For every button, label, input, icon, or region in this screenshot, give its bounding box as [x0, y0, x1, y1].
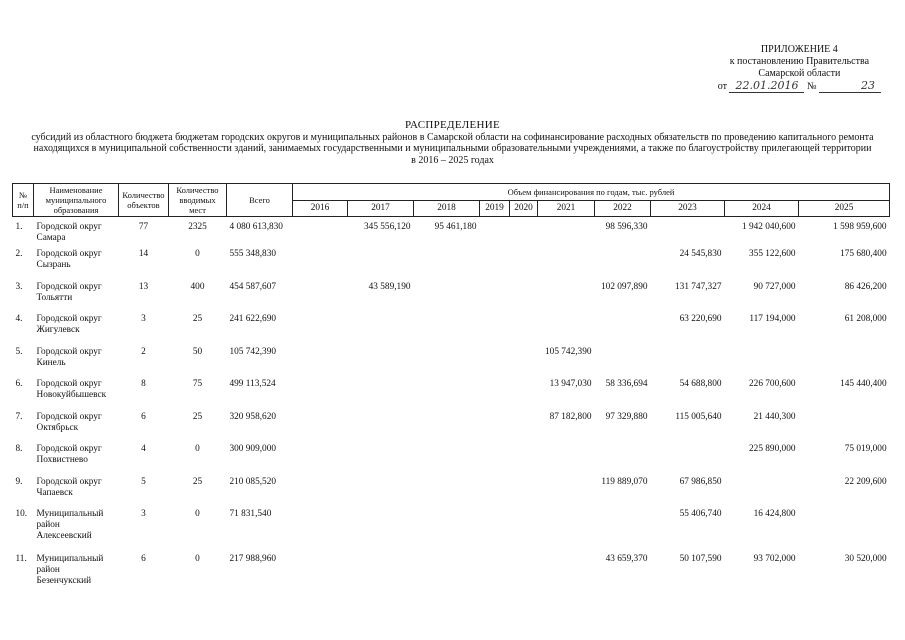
year-amount — [510, 509, 538, 554]
year-amount — [538, 217, 595, 250]
header-volume: Объем финансирования по годам, тыс. рублей — [293, 184, 890, 201]
year-amount: 54 688,800 — [679, 379, 722, 389]
table-row — [13, 314, 890, 347]
year-amount: 43 659,370 — [605, 554, 648, 564]
total-amount: 210 085,520 — [229, 476, 276, 487]
year-amount — [595, 314, 651, 347]
table-row — [13, 554, 890, 599]
table-row — [13, 347, 890, 380]
appendix-block — [718, 44, 881, 93]
year-amount: 1 942 040,600 — [742, 222, 796, 232]
year-amount — [480, 217, 510, 250]
total-amount: 499 113,524 — [229, 379, 276, 389]
year-amount — [480, 412, 510, 445]
year-amount: 145 440,400 — [840, 379, 887, 389]
year-amount — [414, 314, 480, 347]
municipality-name: Муниципальный район Алексеевский — [36, 509, 104, 541]
table-row — [13, 249, 890, 282]
year-amount — [414, 412, 480, 445]
year-amount — [510, 412, 538, 445]
year-amount: 90 727,000 — [753, 281, 796, 292]
year-amount: 30 520,000 — [844, 554, 887, 564]
year-amount — [414, 509, 480, 554]
municipality-name: Городской округ Чапаевск — [36, 476, 102, 498]
year-amount — [293, 554, 348, 599]
table-row — [13, 217, 890, 250]
year-amount: 131 747,327 — [675, 281, 722, 292]
year-amount: 75 019,000 — [844, 444, 887, 454]
row-num: 9. — [15, 476, 23, 487]
year-amount: 97 329,880 — [605, 411, 648, 422]
table-row — [13, 282, 890, 315]
header-places: Количество вводимых мест — [169, 184, 227, 217]
year-amount: 102 097,890 — [601, 281, 648, 292]
year-amount — [348, 314, 414, 347]
handwritten-date: 22.01.2016 — [729, 80, 804, 93]
year-amount — [799, 509, 890, 554]
total-amount: 454 587,607 — [229, 281, 276, 292]
year-amount: 58 336,694 — [605, 379, 648, 389]
row-num: 2. — [15, 249, 23, 259]
year-amount — [348, 444, 414, 477]
year-amount — [510, 477, 538, 510]
year-amount — [510, 217, 538, 250]
year-amount — [510, 554, 538, 599]
year-amount — [725, 347, 799, 380]
objects-count: 6 — [141, 554, 146, 564]
year-amount — [348, 509, 414, 554]
total-amount: 300 909,000 — [229, 444, 276, 454]
year-amount: 1 598 959,600 — [833, 222, 887, 232]
table-body — [13, 217, 890, 600]
year-amount — [348, 347, 414, 380]
year-amount: 86 426,200 — [844, 281, 887, 292]
year-amount — [480, 444, 510, 477]
subsidy-table — [12, 183, 890, 599]
municipality-name: Городской округ Новокуйбышевск — [36, 379, 107, 400]
year-amount — [595, 249, 651, 282]
row-num: 11. — [15, 554, 27, 564]
objects-count: 13 — [138, 281, 149, 292]
year-amount: 105 742,390 — [545, 346, 592, 357]
header-year: 2019 — [480, 200, 510, 217]
objects-count: 14 — [138, 249, 149, 259]
year-amount — [414, 444, 480, 477]
year-amount: 117 194,000 — [749, 314, 796, 324]
header-year: 2023 — [651, 200, 725, 217]
row-num: 10. — [15, 509, 28, 519]
year-amount — [480, 477, 510, 510]
year-amount — [538, 554, 595, 599]
year-amount — [414, 477, 480, 510]
row-num: 3. — [15, 281, 23, 292]
appendix-date-line — [718, 80, 881, 93]
year-amount — [293, 509, 348, 554]
appendix-region-line: Самарской области — [758, 68, 841, 79]
year-amount: 345 556,120 — [364, 222, 411, 232]
header-year: 2021 — [538, 200, 595, 217]
year-amount — [510, 444, 538, 477]
year-amount — [293, 282, 348, 315]
document-subtitle: субсидий из областного бюджета бюджетам городских округов и муниципальных районов в Самарской области на софинансирование расходных обязательств по проведению капитального ремонта находящихся в муниципальной собственности зданий, занимаемых государственными и муниципальными образовательными учреждениями, а также по благоустройству прилегающей территории в 2016 – 2025 годах — [31, 131, 874, 166]
date-prefix: от — [717, 81, 727, 92]
year-amount: 355 122,600 — [749, 249, 796, 259]
year-amount — [293, 217, 348, 250]
total-amount: 555 348,830 — [229, 249, 276, 259]
places-count: 0 — [195, 509, 200, 519]
total-amount: 217 988,960 — [229, 554, 276, 564]
year-amount — [293, 314, 348, 347]
year-amount — [480, 249, 510, 282]
year-amount — [538, 249, 595, 282]
year-amount — [348, 412, 414, 445]
year-amount: 21 440,300 — [753, 411, 796, 422]
year-amount — [725, 477, 799, 510]
year-amount — [538, 509, 595, 554]
year-amount: 61 208,000 — [844, 314, 887, 324]
document-heading — [30, 120, 875, 166]
header-total: Всего — [227, 184, 293, 217]
year-amount — [538, 444, 595, 477]
objects-count: 6 — [141, 411, 146, 422]
year-amount — [293, 249, 348, 282]
places-count: 75 — [192, 379, 203, 389]
year-amount — [510, 379, 538, 412]
year-amount — [538, 282, 595, 315]
municipality-name: Городской округ Тольятти — [36, 281, 102, 303]
objects-count: 77 — [138, 222, 149, 232]
year-amount — [414, 554, 480, 599]
year-amount: 24 545,830 — [679, 249, 722, 259]
year-amount: 225 890,000 — [749, 444, 796, 454]
year-amount — [538, 477, 595, 510]
appendix-decree-line: к постановлению Правительства — [729, 56, 870, 67]
year-amount: 16 424,800 — [753, 509, 796, 519]
header-objects: Количество объектов — [119, 184, 169, 217]
row-num: 1. — [15, 222, 23, 232]
municipality-name: Городской округ Самара — [36, 222, 102, 243]
year-amount — [651, 347, 725, 380]
places-count: 400 — [190, 281, 205, 292]
year-amount — [348, 379, 414, 412]
year-amount — [651, 217, 725, 250]
year-amount: 98 596,330 — [605, 222, 648, 232]
year-amount — [414, 347, 480, 380]
places-count: 50 — [192, 346, 203, 357]
year-amount — [293, 444, 348, 477]
year-amount — [510, 282, 538, 315]
year-amount: 22 209,600 — [844, 476, 887, 487]
year-amount — [414, 379, 480, 412]
table-row — [13, 444, 890, 477]
year-amount: 13 947,030 — [549, 379, 592, 389]
year-amount: 67 986,850 — [679, 476, 722, 487]
objects-count: 3 — [141, 314, 146, 324]
year-amount: 43 589,190 — [368, 281, 411, 292]
year-amount — [480, 314, 510, 347]
document-title: РАСПРЕДЕЛЕНИЕ — [405, 119, 500, 131]
year-amount — [595, 444, 651, 477]
year-amount — [799, 412, 890, 445]
year-amount: 115 005,640 — [675, 411, 722, 422]
year-amount — [651, 444, 725, 477]
objects-count: 5 — [141, 476, 146, 487]
header-year: 2024 — [725, 200, 799, 217]
year-amount — [414, 249, 480, 282]
places-count: 0 — [195, 554, 200, 564]
year-amount — [510, 314, 538, 347]
year-amount: 93 702,000 — [753, 554, 796, 564]
total-amount: 320 958,620 — [229, 411, 276, 422]
year-amount: 87 182,800 — [549, 411, 592, 422]
year-amount: 226 700,600 — [749, 379, 796, 389]
municipality-name: Городской округ Октябрьск — [36, 411, 102, 433]
header-year: 2022 — [595, 200, 651, 217]
year-amount — [293, 379, 348, 412]
table-row — [13, 477, 890, 510]
handwritten-number: 23 — [819, 80, 881, 93]
year-amount — [293, 477, 348, 510]
municipality-name: Городской округ Кинель — [36, 346, 102, 368]
places-count: 25 — [192, 476, 203, 487]
header-year: 2018 — [414, 200, 480, 217]
total-amount: 71 831,540 — [229, 509, 272, 519]
header-num: № п/п — [13, 184, 34, 217]
year-amount — [480, 282, 510, 315]
municipality-name: Муниципальный район Безенчукский — [36, 554, 104, 586]
year-amount: 50 107,590 — [679, 554, 722, 564]
objects-count: 8 — [141, 379, 146, 389]
year-amount — [799, 347, 890, 380]
year-amount — [480, 554, 510, 599]
year-amount — [480, 347, 510, 380]
table-row — [13, 379, 890, 412]
year-amount — [348, 249, 414, 282]
places-count: 0 — [195, 444, 200, 454]
municipality-name: Городской округ Сызрань — [36, 249, 102, 270]
year-amount — [538, 314, 595, 347]
year-amount: 175 680,400 — [840, 249, 887, 259]
year-amount — [510, 347, 538, 380]
places-count: 25 — [192, 314, 203, 324]
row-num: 6. — [15, 379, 23, 389]
year-amount — [293, 412, 348, 445]
year-amount — [348, 554, 414, 599]
year-amount — [293, 347, 348, 380]
year-amount — [414, 282, 480, 315]
table-row — [13, 509, 890, 554]
places-count: 25 — [192, 411, 203, 422]
year-amount — [595, 509, 651, 554]
year-amount — [480, 379, 510, 412]
row-num: 8. — [15, 444, 23, 454]
number-prefix: № — [806, 81, 817, 92]
header-year: 2016 — [293, 200, 348, 217]
year-amount: 55 406,740 — [679, 509, 722, 519]
row-num: 4. — [15, 314, 23, 324]
total-amount: 241 622,690 — [229, 314, 276, 324]
table-row — [13, 412, 890, 445]
year-amount: 119 889,070 — [601, 476, 648, 487]
header-name: Наименование муниципального образования — [34, 184, 119, 217]
year-amount — [510, 249, 538, 282]
year-amount — [348, 477, 414, 510]
objects-count: 4 — [141, 444, 146, 454]
year-amount: 95 461,180 — [434, 222, 477, 232]
row-num: 5. — [15, 346, 23, 357]
objects-count: 2 — [141, 346, 146, 357]
header-year: 2020 — [510, 200, 538, 217]
municipality-name: Городской округ Похвистнево — [36, 444, 102, 465]
objects-count: 3 — [141, 509, 146, 519]
places-count: 0 — [195, 249, 200, 259]
total-amount: 105 742,390 — [229, 346, 276, 357]
municipality-name: Городской округ Жигулевск — [36, 314, 102, 335]
year-amount: 63 220,690 — [679, 314, 722, 324]
header-year: 2017 — [348, 200, 414, 217]
row-num: 7. — [15, 411, 23, 422]
year-amount — [595, 347, 651, 380]
year-amount — [480, 509, 510, 554]
header-year: 2025 — [799, 200, 890, 217]
appendix-label: ПРИЛОЖЕНИЕ 4 — [760, 44, 838, 55]
total-amount: 4 080 613,830 — [229, 222, 283, 232]
places-count: 2325 — [188, 222, 207, 232]
